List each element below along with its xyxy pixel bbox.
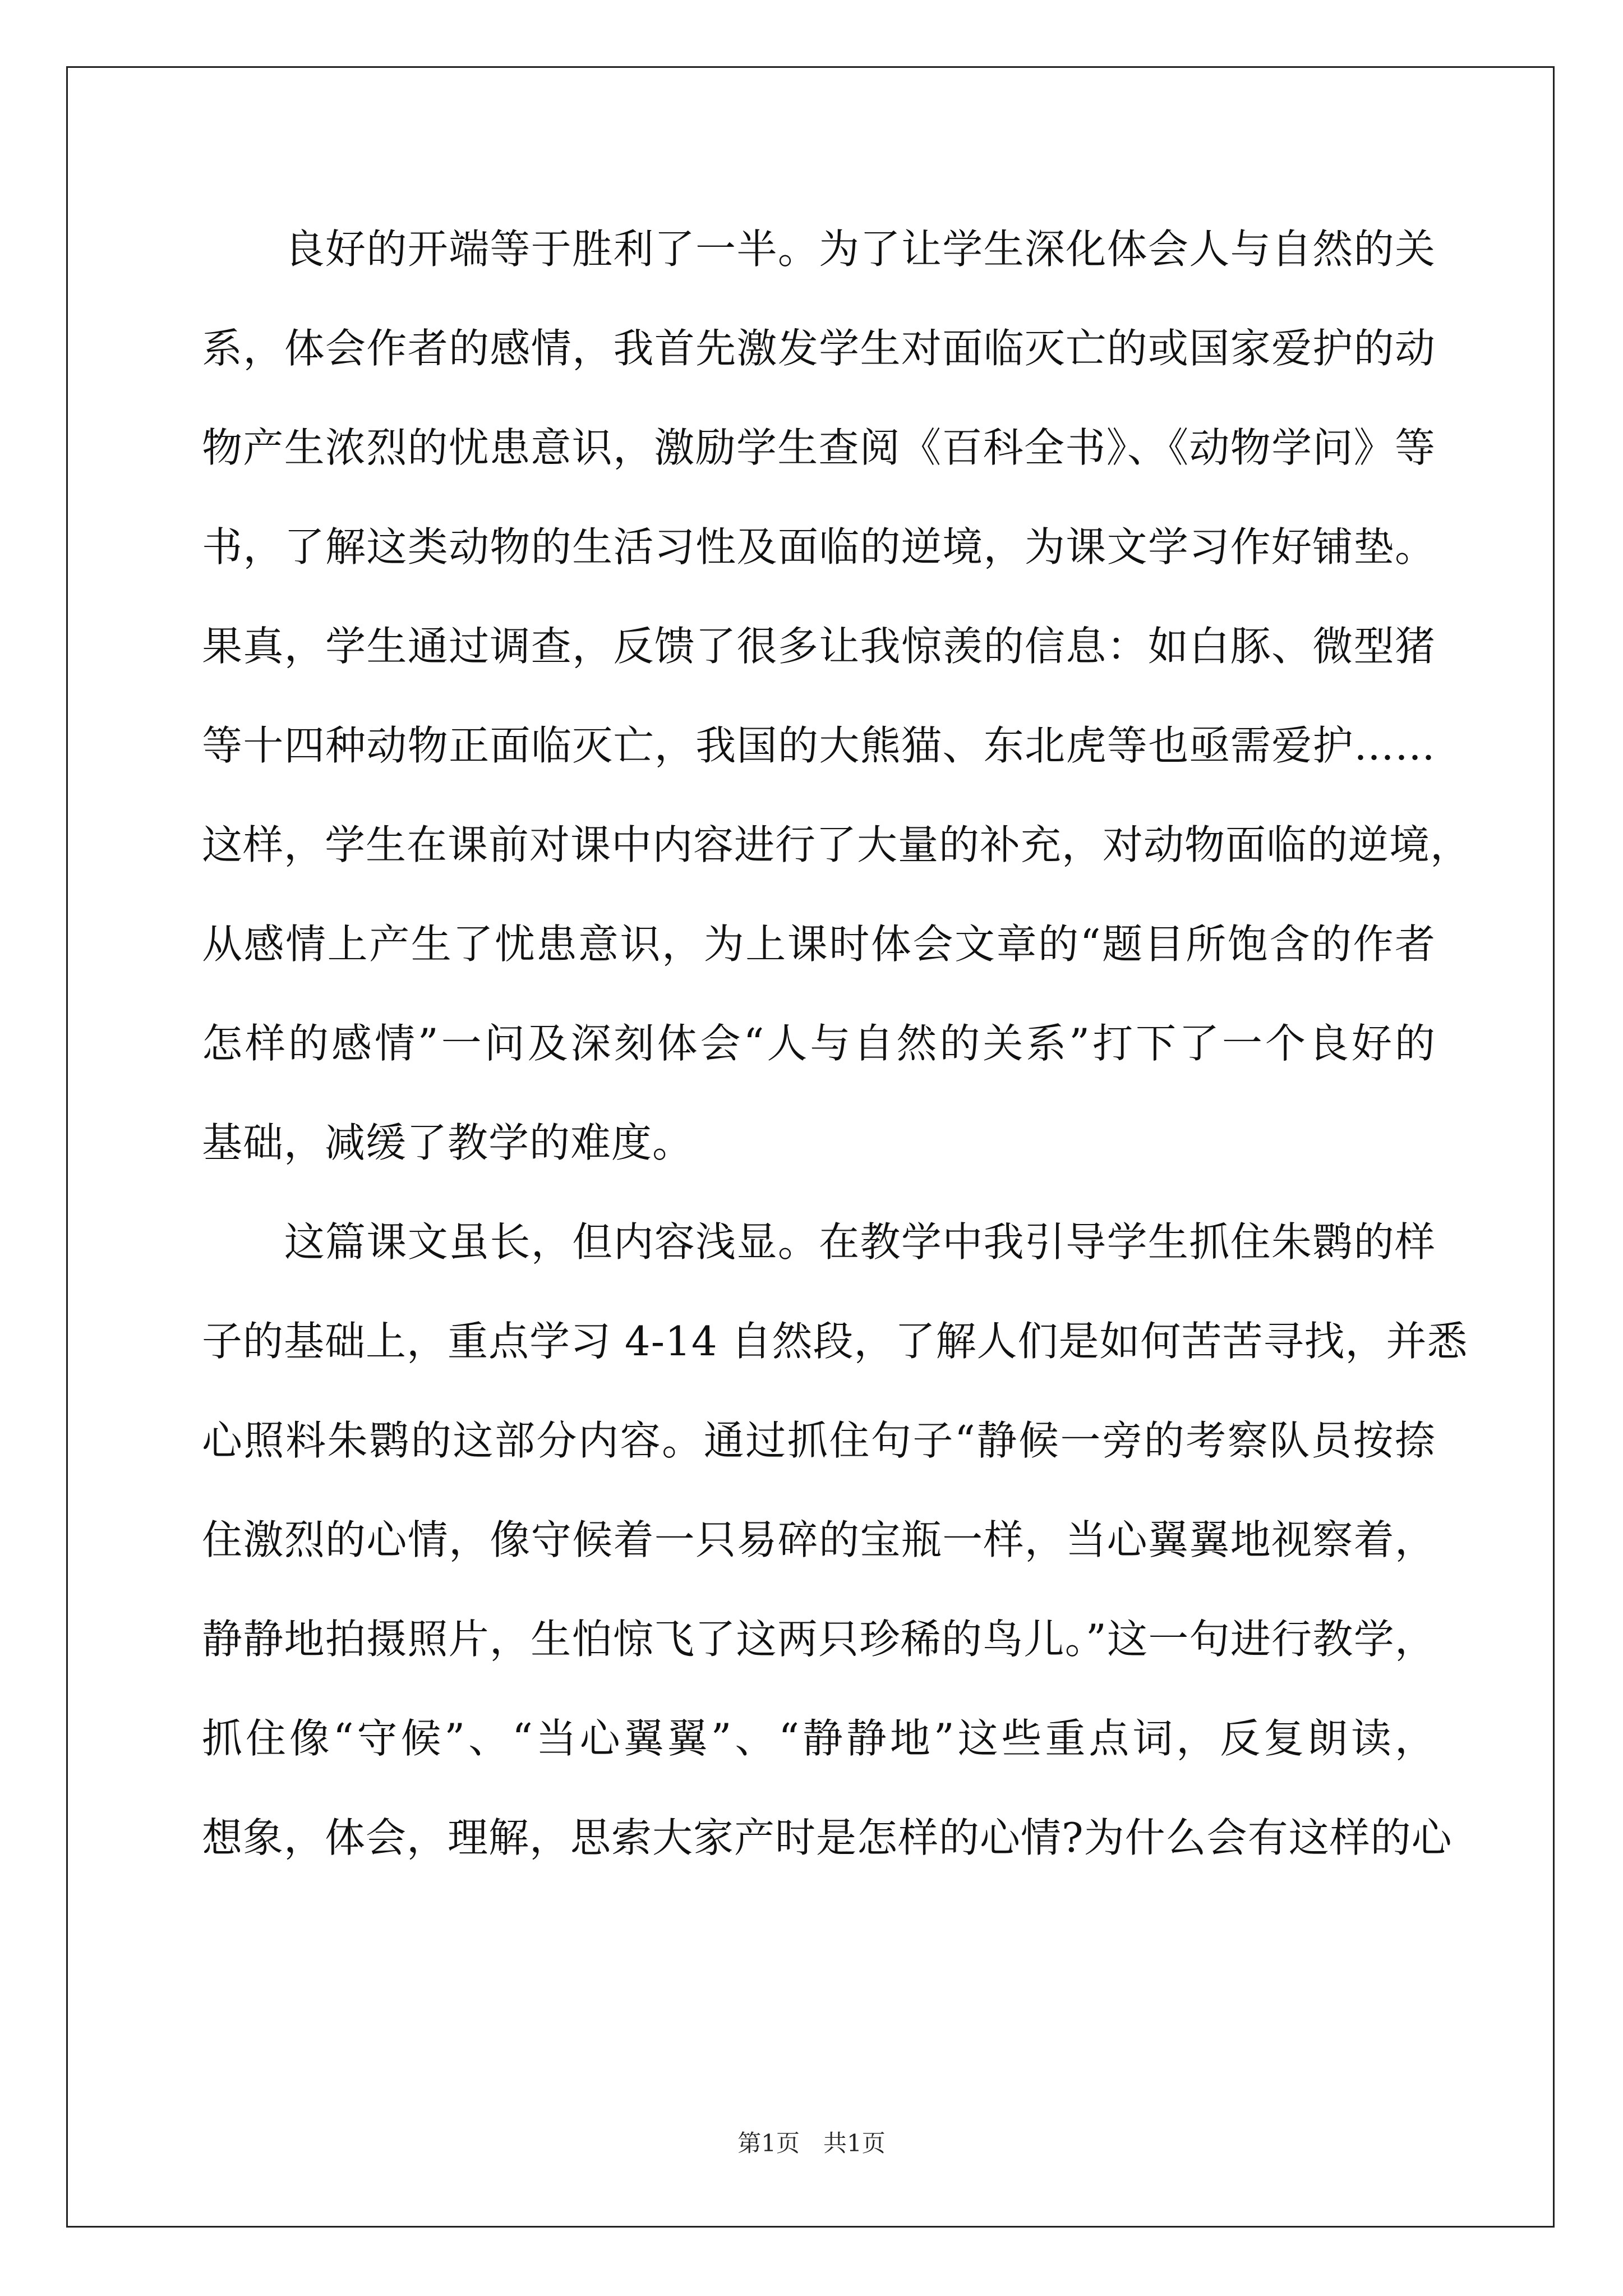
text-line: 书，了解这类动物的生活习性及面临的逆境，为课文学习作好铺垫。: [202, 523, 1436, 570]
text-line: 子的基础上，重点学习 4-14 自然段，了解人们是如何苦苦寻找，并悉: [202, 1318, 1468, 1365]
text-line: 住激烈的心情，像守候着一只易碎的宝瓶一样，当心翼翼地视察着，: [202, 1516, 1436, 1563]
text-line: 静静地拍摄照片，生怕惊飞了这两只珍稀的鸟儿。”这一句进行教学，: [202, 1616, 1436, 1663]
text-line: 这样，学生在课前对课中内容进行了大量的补充，对动物面临的逆境，: [202, 821, 1472, 868]
document-body: [202, 218, 1472, 1906]
text-line: 从感情上产生了忧患意识，为上课时体会文章的“题目所饱含的作者: [202, 921, 1436, 968]
text-line: 想象，体会，理解，思索大家产时是怎样的心情?为什么会有这样的心: [202, 1814, 1453, 1861]
text-line: 物产生浓烈的忧患意识，激励学生查阅《百科全书》、《动物学问》等: [202, 424, 1436, 471]
text-line: 等十四种动物正面临灭亡，我国的大熊猫、东北虎等也亟需爱护……: [202, 722, 1436, 769]
text-line: 系，体会作者的感情，我首先激发学生对面临灭亡的或国家爱护的动: [202, 325, 1436, 372]
text-line: 果真，学生通过调查，反馈了很多让我惊羡的信息：如白豚、微型猪: [202, 623, 1436, 670]
text-line: 这篇课文虽长，但内容浅显。在教学中我引导学生抓住朱鹮的样: [202, 1218, 1436, 1266]
text-line: 怎样的感情”一问及深刻体会“人与自然的关系”打下了一个良好的: [202, 1020, 1436, 1067]
text-line: 良好的开端等于胜利了一半。为了让学生深化体会人与自然的关: [202, 226, 1436, 273]
text-line: 心照料朱鹮的这部分内容。通过抓住句子“静候一旁的考察队员按捺: [202, 1417, 1436, 1464]
page-number-footer: 第1页 共1页: [737, 2129, 886, 2157]
text-line: 抓住像“守候”、“当心翼翼”、“静静地”这些重点词，反复朗读，: [202, 1715, 1436, 1762]
text-line: 基础，减缓了教学的难度。: [202, 1119, 694, 1166]
